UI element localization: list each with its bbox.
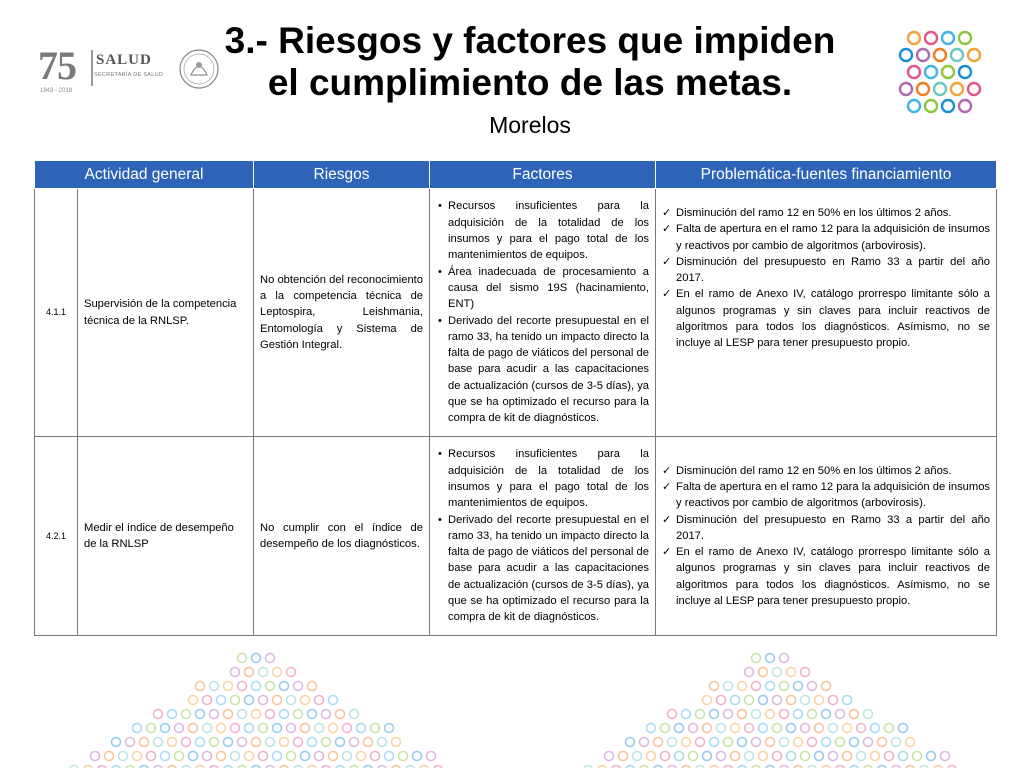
- pattern-ring: [147, 724, 156, 733]
- pattern-ring: [871, 752, 880, 761]
- row-factors: [430, 189, 656, 437]
- pattern-ring: [745, 752, 754, 761]
- pattern-ring: [133, 724, 142, 733]
- pattern-ring: [280, 738, 289, 747]
- logo-years: 1943 - 2018: [40, 88, 73, 94]
- pattern-ring: [147, 752, 156, 761]
- pattern-ring: [731, 752, 740, 761]
- ring-mark: [959, 66, 971, 78]
- pattern-ring: [808, 738, 817, 747]
- pattern-ring: [731, 696, 740, 705]
- pattern-ring: [724, 682, 733, 691]
- header-factores: Factores: [430, 161, 656, 189]
- pattern-ring: [154, 738, 163, 747]
- pattern-ring: [815, 696, 824, 705]
- pattern-ring: [259, 752, 268, 761]
- ring-mark: [942, 66, 954, 78]
- pattern-ring: [815, 724, 824, 733]
- pattern-ring: [759, 724, 768, 733]
- pattern-ring: [738, 682, 747, 691]
- pattern-ring: [308, 738, 317, 747]
- pattern-ring: [182, 738, 191, 747]
- problem-item: ✓ Disminución del ramo 12 en 50% en los últimos 2 años.: [676, 205, 990, 221]
- pattern-ring: [787, 668, 796, 677]
- pattern-ring: [294, 682, 303, 691]
- pattern-ring: [766, 738, 775, 747]
- pattern-ring: [892, 738, 901, 747]
- pattern-ring: [843, 696, 852, 705]
- decorative-rings-pattern: [0, 640, 1024, 768]
- pattern-ring: [357, 724, 366, 733]
- factor-item: • Área inadecuada de procesamiento a causa del sismo 19S (hacinamiento, ENT): [448, 264, 649, 313]
- pattern-ring: [773, 668, 782, 677]
- pattern-ring: [196, 710, 205, 719]
- pattern-ring: [647, 724, 656, 733]
- pattern-ring: [752, 738, 761, 747]
- pattern-ring: [717, 752, 726, 761]
- pattern-ring: [766, 710, 775, 719]
- ring-mark: [900, 49, 912, 61]
- pattern-ring: [787, 752, 796, 761]
- pattern-ring: [829, 696, 838, 705]
- pattern-ring: [710, 710, 719, 719]
- pattern-ring: [329, 752, 338, 761]
- pattern-ring: [210, 682, 219, 691]
- pattern-ring: [301, 724, 310, 733]
- pattern-ring: [745, 696, 754, 705]
- pattern-ring: [654, 738, 663, 747]
- pattern-ring: [210, 710, 219, 719]
- pattern-ring: [217, 724, 226, 733]
- pattern-ring: [294, 710, 303, 719]
- factor-item: • Derivado del recorte presupuestal en el ramo 33, ha tenido un impacto directo la falta de pago de viáticos del personal de base para acudir a las capacitaciones de actualización (cursos de 3-5 días), ya que se ha optimizado el recurso para la compra de kit de diagnósticos.: [448, 512, 649, 626]
- pattern-ring: [899, 724, 908, 733]
- factor-item: • Recursos insuficientes para la adquisición de la totalidad de los insumos y para el pago total de los mantenimientos de equipos.: [448, 198, 649, 263]
- pattern-ring: [203, 724, 212, 733]
- pattern-ring: [801, 752, 810, 761]
- pattern-ring: [703, 696, 712, 705]
- rings-logo-icon: [898, 30, 982, 114]
- pattern-ring: [745, 668, 754, 677]
- pattern-ring: [245, 668, 254, 677]
- pattern-ring: [378, 738, 387, 747]
- pattern-ring: [371, 752, 380, 761]
- ring-mark: [908, 66, 920, 78]
- pattern-ring: [780, 738, 789, 747]
- pattern-ring: [794, 682, 803, 691]
- row-problems: [656, 437, 997, 636]
- pattern-ring: [689, 724, 698, 733]
- pattern-ring: [815, 752, 824, 761]
- pattern-ring: [287, 724, 296, 733]
- pattern-ring: [808, 682, 817, 691]
- ring-mark: [959, 32, 971, 44]
- pattern-ring: [773, 752, 782, 761]
- pattern-ring: [231, 668, 240, 677]
- pattern-ring: [787, 724, 796, 733]
- pattern-ring: [878, 738, 887, 747]
- logo-secretaria-text: SECRETARÍA DE SALUD: [94, 72, 164, 78]
- pattern-ring: [280, 682, 289, 691]
- pattern-ring: [759, 752, 768, 761]
- pattern-ring: [238, 682, 247, 691]
- pattern-ring: [350, 738, 359, 747]
- pattern-ring: [661, 752, 670, 761]
- pattern-ring: [696, 710, 705, 719]
- pattern-ring: [126, 738, 135, 747]
- pattern-ring: [682, 710, 691, 719]
- pattern-ring: [857, 724, 866, 733]
- pattern-ring: [780, 654, 789, 663]
- pattern-ring: [287, 668, 296, 677]
- pattern-ring: [273, 668, 282, 677]
- pattern-ring: [927, 752, 936, 761]
- pattern-ring: [294, 738, 303, 747]
- pattern-ring: [266, 682, 275, 691]
- problem-item: ✓ En el ramo de Anexo IV, catálogo prorrespo limitante sólo a algunos programas y sin claves para incluir reactivos de algoritmos para todos los diagnósticos. Asímismo, no se incluye al LESP para tener presupuesto propio.: [676, 544, 990, 609]
- pattern-ring: [231, 696, 240, 705]
- pattern-ring: [752, 682, 761, 691]
- pattern-ring: [794, 738, 803, 747]
- pattern-ring: [252, 682, 261, 691]
- pattern-ring: [231, 752, 240, 761]
- pattern-ring: [315, 696, 324, 705]
- pattern-ring: [801, 724, 810, 733]
- pattern-ring: [329, 696, 338, 705]
- logo-75-number: 75: [38, 43, 76, 88]
- page-subtitle: Morelos: [489, 112, 571, 138]
- pattern-ring: [836, 738, 845, 747]
- pattern-ring: [710, 738, 719, 747]
- pattern-ring: [336, 710, 345, 719]
- pattern-ring: [217, 696, 226, 705]
- pattern-ring: [759, 696, 768, 705]
- ring-mark: [951, 83, 963, 95]
- pattern-ring: [392, 738, 401, 747]
- ring-mark: [925, 66, 937, 78]
- ring-mark: [908, 32, 920, 44]
- pattern-ring: [605, 752, 614, 761]
- ring-mark: [925, 100, 937, 112]
- title-line-2: el cumplimiento de las metas.: [267, 62, 793, 103]
- pattern-ring: [364, 738, 373, 747]
- ring-mark: [925, 32, 937, 44]
- table-header-row: [35, 161, 997, 189]
- pattern-ring: [238, 710, 247, 719]
- pattern-ring: [885, 724, 894, 733]
- row-risk: No obtención del reconocimiento a la competencia técnica de Leptospira, Leishmania, Entomología y Sistema de Gestión Integral.: [254, 189, 430, 437]
- pattern-ring: [427, 752, 436, 761]
- pattern-ring: [280, 710, 289, 719]
- pattern-ring: [752, 654, 761, 663]
- pattern-ring: [343, 724, 352, 733]
- pattern-ring: [266, 738, 275, 747]
- pattern-ring: [647, 752, 656, 761]
- ring-mark: [908, 100, 920, 112]
- pattern-ring: [203, 752, 212, 761]
- pattern-ring: [350, 710, 359, 719]
- pattern-ring: [238, 654, 247, 663]
- pattern-ring: [864, 710, 873, 719]
- pattern-ring: [322, 738, 331, 747]
- pattern-ring: [906, 738, 915, 747]
- pattern-ring: [266, 710, 275, 719]
- pattern-ring: [703, 724, 712, 733]
- ring-mark: [917, 83, 929, 95]
- ring-mark: [900, 83, 912, 95]
- pattern-ring: [766, 654, 775, 663]
- pattern-ring: [385, 724, 394, 733]
- pattern-ring: [189, 752, 198, 761]
- pattern-ring: [245, 752, 254, 761]
- pattern-ring: [259, 696, 268, 705]
- pattern-ring: [189, 724, 198, 733]
- pattern-ring: [252, 738, 261, 747]
- pattern-ring: [773, 724, 782, 733]
- pattern-ring: [857, 752, 866, 761]
- pattern-ring: [161, 724, 170, 733]
- pattern-ring: [182, 710, 191, 719]
- pattern-ring: [315, 752, 324, 761]
- pattern-ring: [266, 654, 275, 663]
- pattern-ring: [301, 696, 310, 705]
- header-actividad: Actividad general: [35, 161, 254, 189]
- ring-mark: [951, 49, 963, 61]
- pattern-ring: [189, 696, 198, 705]
- pattern-ring: [661, 724, 670, 733]
- problem-item: ✓ Falta de apertura en el ramo 12 para la adquisición de insumos y reactivos por cambio de algoritmos (arbovirosis).: [676, 479, 990, 512]
- pattern-ring: [822, 710, 831, 719]
- pattern-ring: [913, 752, 922, 761]
- problem-item: ✓ Disminución del ramo 12 en 50% en los últimos 2 años.: [676, 463, 990, 479]
- pattern-ring: [224, 738, 233, 747]
- pattern-ring: [724, 710, 733, 719]
- ring-mark: [968, 49, 980, 61]
- pattern-ring: [766, 682, 775, 691]
- pattern-ring: [273, 696, 282, 705]
- pattern-ring: [203, 696, 212, 705]
- table-row: [35, 437, 997, 636]
- row-code: 4.1.1: [35, 189, 78, 437]
- pattern-ring: [717, 696, 726, 705]
- pattern-ring: [301, 752, 310, 761]
- pattern-ring: [675, 752, 684, 761]
- pattern-ring: [336, 738, 345, 747]
- pattern-ring: [175, 724, 184, 733]
- title-line-1: 3.- Riesgos y factores que impiden: [224, 20, 836, 61]
- problem-item: ✓ Disminución del presupuesto en Ramo 33 a partir del año 2017.: [676, 512, 990, 545]
- problem-item: ✓ Disminución del presupuesto en Ramo 33 a partir del año 2017.: [676, 254, 990, 287]
- pattern-ring: [885, 752, 894, 761]
- pattern-ring: [724, 738, 733, 747]
- pattern-ring: [850, 738, 859, 747]
- pattern-ring: [245, 696, 254, 705]
- pattern-ring: [668, 710, 677, 719]
- pattern-ring: [399, 752, 408, 761]
- factor-item: • Derivado del recorte presupuestal en el ramo 33, ha tenido un impacto directo la falta de pago de viáticos del personal de base para acudir a las capacitaciones de actualización (cursos de 3-5 días), ya que se ha optimizado el recurso para la compra de kit de diagnósticos.: [448, 313, 649, 427]
- pattern-ring: [864, 738, 873, 747]
- pattern-ring: [371, 724, 380, 733]
- pattern-ring: [238, 738, 247, 747]
- pattern-ring: [829, 724, 838, 733]
- pattern-ring: [829, 752, 838, 761]
- pattern-ring: [675, 724, 684, 733]
- pattern-ring: [843, 752, 852, 761]
- pattern-ring: [343, 752, 352, 761]
- pattern-ring: [119, 752, 128, 761]
- pattern-ring: [273, 724, 282, 733]
- pattern-ring: [385, 752, 394, 761]
- row-factors: [430, 437, 656, 636]
- ring-mark: [934, 49, 946, 61]
- pattern-ring: [633, 752, 642, 761]
- factor-item: • Recursos insuficientes para la adquisición de la totalidad de los insumos y para el pago total de los mantenimientos de equipos.: [448, 446, 649, 511]
- pattern-ring: [168, 738, 177, 747]
- row-problems: [656, 189, 997, 437]
- pattern-ring: [322, 710, 331, 719]
- pattern-ring: [801, 696, 810, 705]
- problem-item: ✓ En el ramo de Anexo IV, catálogo prorrespo limitante sólo a algunos programas y sin claves para incluir reactivos de algoritmos para todos los diagnósticos. Asímismo, no se incluye al LESP para tener presupuesto propio.: [676, 286, 990, 351]
- pattern-ring: [689, 752, 698, 761]
- pattern-ring: [308, 682, 317, 691]
- header-problematica: Problemática-fuentes financiamiento: [656, 161, 997, 189]
- pattern-ring: [91, 752, 100, 761]
- pattern-ring: [252, 710, 261, 719]
- ring-mark: [959, 100, 971, 112]
- pattern-ring: [287, 696, 296, 705]
- pattern-ring: [112, 738, 121, 747]
- pattern-ring: [738, 710, 747, 719]
- pattern-ring: [154, 710, 163, 719]
- risks-table: [34, 160, 997, 636]
- pattern-ring: [231, 724, 240, 733]
- pattern-ring: [224, 710, 233, 719]
- logo-divider: [91, 50, 93, 86]
- pattern-ring: [259, 724, 268, 733]
- pattern-ring: [287, 752, 296, 761]
- pattern-ring: [759, 668, 768, 677]
- pattern-ring: [640, 738, 649, 747]
- pattern-ring: [780, 682, 789, 691]
- pattern-ring: [273, 752, 282, 761]
- pattern-ring: [161, 752, 170, 761]
- pattern-ring: [822, 738, 831, 747]
- pattern-ring: [696, 738, 705, 747]
- pattern-ring: [752, 710, 761, 719]
- pattern-ring: [210, 738, 219, 747]
- pattern-ring: [196, 682, 205, 691]
- ring-mark: [942, 32, 954, 44]
- row-code: 4.2.1: [35, 437, 78, 636]
- pattern-ring: [710, 682, 719, 691]
- pattern-ring: [843, 724, 852, 733]
- pattern-ring: [357, 752, 366, 761]
- pattern-ring: [801, 668, 810, 677]
- pattern-ring: [682, 738, 691, 747]
- pattern-ring: [245, 724, 254, 733]
- pattern-ring: [668, 738, 677, 747]
- pattern-ring: [745, 724, 754, 733]
- pattern-ring: [794, 710, 803, 719]
- row-activity: Supervisión de la competencia técnica de la RNLSP.: [78, 189, 254, 437]
- ring-mark: [968, 83, 980, 95]
- pattern-ring: [308, 710, 317, 719]
- pattern-ring: [217, 752, 226, 761]
- header-riesgos: Riesgos: [254, 161, 430, 189]
- pattern-ring: [703, 752, 712, 761]
- pattern-ring: [780, 710, 789, 719]
- pattern-ring: [808, 710, 817, 719]
- pattern-ring: [941, 752, 950, 761]
- pattern-ring: [871, 724, 880, 733]
- pattern-ring: [133, 752, 142, 761]
- logo-salud-text: SALUD: [96, 52, 152, 68]
- problem-item: ✓ Falta de apertura en el ramo 12 para la adquisición de insumos y reactivos por cambio de algoritmos (arbovirosis).: [676, 221, 990, 254]
- pattern-ring: [259, 668, 268, 677]
- pattern-ring: [899, 752, 908, 761]
- pattern-ring: [626, 738, 635, 747]
- pattern-ring: [252, 654, 261, 663]
- pattern-ring: [619, 752, 628, 761]
- pattern-ring: [168, 710, 177, 719]
- pattern-ring: [787, 696, 796, 705]
- pattern-ring: [850, 710, 859, 719]
- pattern-ring: [731, 724, 740, 733]
- pattern-ring: [836, 710, 845, 719]
- pattern-ring: [196, 738, 205, 747]
- pattern-ring: [105, 752, 114, 761]
- ring-mark: [917, 49, 929, 61]
- pattern-ring: [329, 724, 338, 733]
- table-row: [35, 189, 997, 437]
- pattern-ring: [413, 752, 422, 761]
- row-activity: Medir el índice de desempeño de la RNLSP: [78, 437, 254, 636]
- ring-mark: [942, 100, 954, 112]
- ring-mark: [934, 83, 946, 95]
- pattern-ring: [175, 752, 184, 761]
- pattern-ring: [315, 724, 324, 733]
- pattern-ring: [717, 724, 726, 733]
- pattern-ring: [140, 738, 149, 747]
- page-title: [180, 20, 880, 104]
- row-risk: No cumplir con el índice de desempeño de los diagnósticos.: [254, 437, 430, 636]
- pattern-ring: [822, 682, 831, 691]
- pattern-ring: [738, 738, 747, 747]
- pattern-ring: [773, 696, 782, 705]
- pattern-ring: [224, 682, 233, 691]
